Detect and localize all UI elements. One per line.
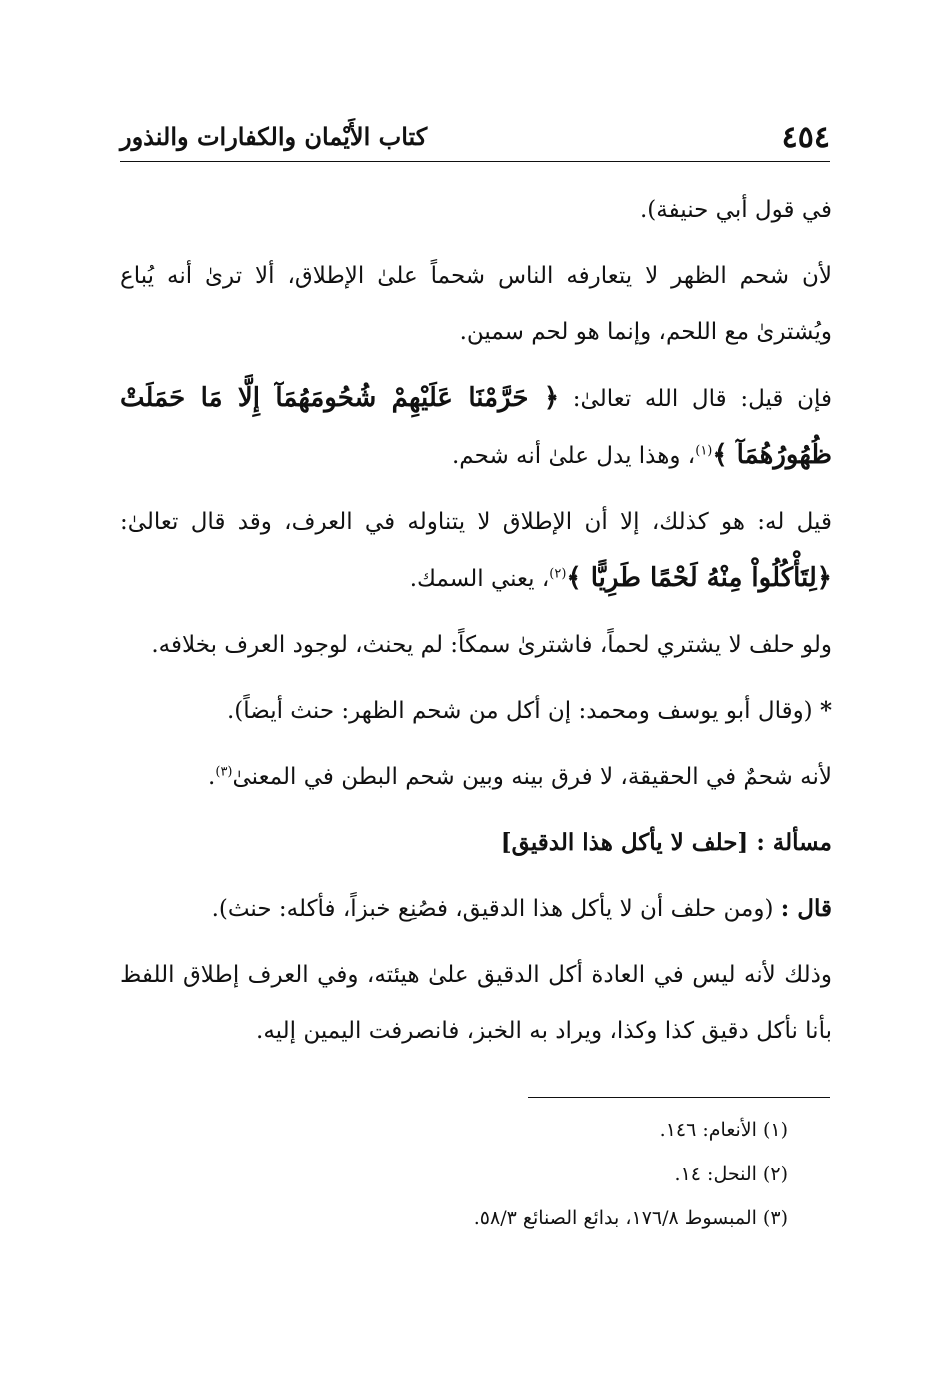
paragraph-3-outro: ، وهذا يدل علىٰ أنه شحم. <box>452 443 696 469</box>
paragraph-8 <box>120 881 832 937</box>
paragraph-2: لأن شحم الظهر لا يتعارفه الناس شحماً علىٰ الإطلاق، ألا ترىٰ أنه يُباع ويُشترىٰ مع اللحم، وإنما هو لحم سمين. <box>120 263 832 345</box>
footnote-divider <box>528 1097 830 1098</box>
paragraph-3-intro: فإن قيل: قال الله تعالىٰ: <box>559 386 832 412</box>
paragraph-7 <box>120 749 832 805</box>
book-title: كتاب الأَيْمان والكفارات والنذور <box>120 122 428 151</box>
footnote-ref-1: (١) <box>695 443 713 459</box>
footnote-ref-3: (٣) <box>215 764 233 780</box>
quran-verse-1: ﴿ حَرَّمْنَا عَلَيْهِمْ شُحُومَهُمَآ إِلَّا مَا حَمَلَتْ ظُهُورُهُمَآ ﴾ <box>120 383 832 470</box>
issue-heading: مسألة : [حلف لا يأكل هذا الدقيق] <box>500 829 832 856</box>
paragraph-7-text: لأنه شحمٌ في الحقيقة، لا فرق بينه وبين شحم البطن في المعنىٰ <box>232 764 832 790</box>
quran-verse-2: ﴿لِتَأْكُلُواْ مِنْهُ لَحْمًا طَرِيًّا ﴾ <box>566 563 832 593</box>
footnote-ref-2: (٢) <box>549 566 567 582</box>
qala-label: قال : <box>780 895 832 922</box>
paragraph-4 <box>120 494 832 607</box>
paragraph-8-text: (ومن حلف أن لا يأكل هذا الدقيق، فصُنِع خبزاً، فأكله: حنث). <box>211 896 781 922</box>
paragraph-5: ولو حلف لا يشتري لحماً، فاشترىٰ سمكاً: لم يحنث، لوجود العرف بخلافه. <box>151 632 832 658</box>
page-header <box>120 112 830 158</box>
header-divider <box>120 161 830 162</box>
main-text <box>120 182 832 1069</box>
star-marker: * <box>819 697 832 724</box>
paragraph-3 <box>120 370 832 484</box>
paragraph-9: وذلك لأنه ليس في العادة أكل الدقيق علىٰ هيئته، وفي العرف إطلاق اللفظ بأنا نأكل دقيق كذا وكذا، ويراد به الخبز، فانصرفت اليمين إليه. <box>120 962 832 1044</box>
footnotes <box>120 1108 788 1240</box>
paragraph-6-text: (وقال أبو يوسف ومحمد: إن أكل من شحم الظهر: حنث أيضاً). <box>226 698 820 724</box>
footnote-2: (٢) النحل: ١٤. <box>674 1163 788 1185</box>
paragraph-1: في قول أبي حنيفة). <box>640 197 832 223</box>
paragraph-4-outro: ، يعني السمك. <box>409 566 550 592</box>
paragraph-4-intro: قيل له: هو كذلك، إلا أن الإطلاق لا يتناوله في العرف، وقد قال تعالىٰ: <box>120 509 832 535</box>
paragraph-7-end: . <box>208 764 216 790</box>
footnote-3: (٣) المبسوط ١٧٦/٨، بدائع الصنائع ٥٨/٣. <box>473 1207 788 1229</box>
paragraph-6 <box>120 683 832 739</box>
footnote-1: (١) الأنعام: ١٤٦. <box>659 1119 788 1141</box>
page-number: ٤٥٤ <box>781 120 830 155</box>
